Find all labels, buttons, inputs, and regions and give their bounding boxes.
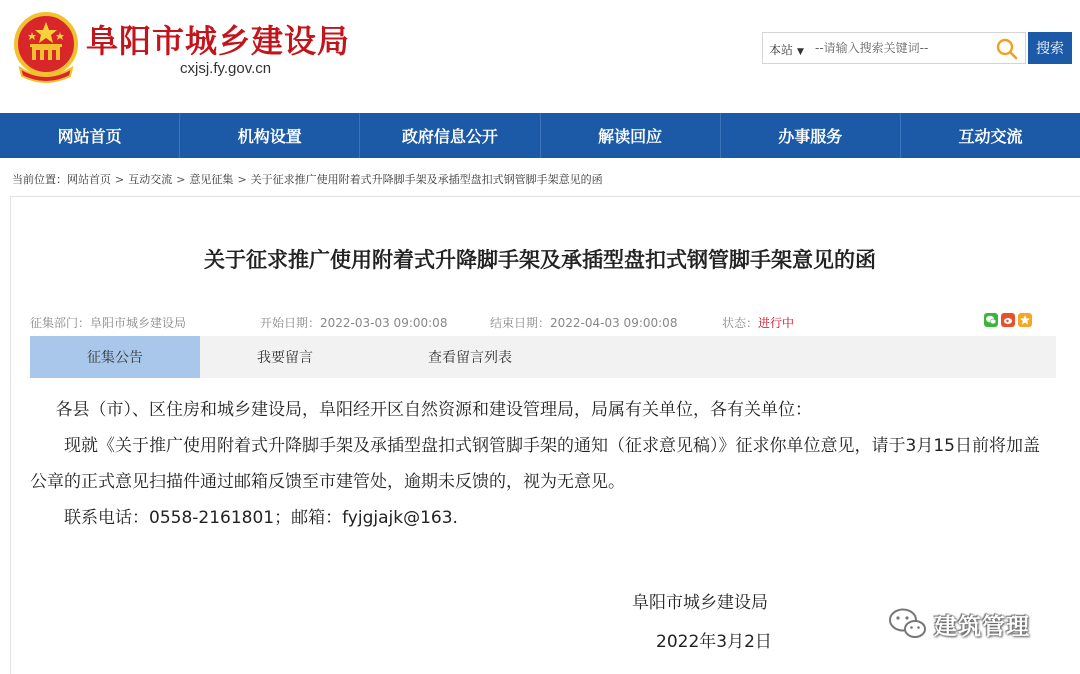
search-scope-label: 本站 (769, 43, 794, 57)
breadcrumb-current[interactable]: 关于征求推广使用附着式升降脚手架及承插型盘扣式钢管脚手架意见的函 (250, 173, 603, 186)
breadcrumb-interaction[interactable]: 互动交流 (128, 173, 173, 186)
site-title: 阜阳市城乡建设局 (86, 22, 351, 60)
meta-end-date: 结束日期：2022-04-03 09:00:08 (490, 316, 678, 330)
signature-org: 阜阳市城乡建设局 (632, 593, 768, 613)
signature-date: 2022年3月2日 (656, 632, 772, 652)
meta-start-date: 开始日期：2022-03-03 09:00:08 (260, 316, 448, 330)
nav-item-interpretation[interactable]: 解读回应 (541, 113, 721, 158)
weibo-share-icon[interactable] (1001, 313, 1015, 327)
search-button[interactable]: 搜索 (1028, 32, 1072, 64)
meta-department: 征集部门：阜阳市城乡建设局 (30, 316, 187, 330)
site-domain: cxjsj.fy.gov.cn (180, 60, 272, 77)
article-title: 关于征求推广使用附着式升降脚手架及承插型盘扣式钢管脚手架意见的函 (204, 248, 876, 272)
body-paragraph: 各县（市）、区住房和城乡建设局，阜阳经开区自然资源和建设管理局，局属有关单位，各有关单位： (55, 400, 812, 420)
national-emblem-icon (12, 10, 80, 84)
nav-item-services[interactable]: 办事服务 (721, 113, 901, 158)
tab-message-list[interactable]: 查看留言列表 (428, 350, 512, 366)
tab-leave-message[interactable]: 我要留言 (257, 350, 313, 366)
nav-item-interaction[interactable]: 互动交流 (958, 127, 1023, 146)
tab-announcement[interactable]: 征集公告 (30, 336, 200, 378)
watermark-text: 建筑管理 (934, 613, 1030, 640)
article-tabs (30, 336, 1056, 378)
nav-item-organization[interactable]: 机构设置 (180, 113, 360, 158)
meta-status-value: 进行中 (758, 316, 795, 330)
wechat-watermark-icon (888, 607, 928, 641)
search-box (762, 32, 1026, 64)
search-icon[interactable] (995, 37, 1019, 61)
breadcrumb-opinion[interactable]: 意见征集 (189, 173, 234, 186)
breadcrumb-separator: > (176, 172, 186, 186)
nav-item-gov-info[interactable]: 政府信息公开 (360, 113, 540, 158)
body-paragraph: 联系电话：0558-2161801；邮箱：fyjgjajk@163. (64, 508, 458, 528)
meta-status-label: 状态： (722, 316, 759, 330)
breadcrumb-separator: > (115, 172, 125, 186)
wechat-share-icon[interactable] (984, 313, 998, 327)
nav-item-home[interactable]: 网站首页 (0, 113, 180, 158)
meta-status (722, 314, 794, 331)
qzone-share-icon[interactable] (1018, 313, 1032, 327)
caret-down-icon: ▼ (797, 47, 804, 57)
breadcrumb-separator: > (237, 172, 247, 186)
article-body (30, 392, 1056, 536)
breadcrumb (0, 166, 1080, 192)
share-icons (984, 313, 1032, 327)
body-paragraph: 现就《关于推广使用附着式升降脚手架及承插型盘扣式钢管脚手架的通知（征求意见稿）》征求你单位意见，请于3月15日前将加盖公章的正式意见扫描件通过邮箱反馈至市建管处，逾期未反馈的，视为无意见。 (30, 436, 1040, 492)
search-input[interactable] (815, 38, 985, 58)
article-meta (30, 314, 1060, 332)
site-header (0, 0, 1080, 113)
search-scope-select[interactable] (769, 41, 804, 58)
watermark (888, 607, 1030, 641)
breadcrumb-home[interactable]: 网站首页 (67, 173, 111, 186)
breadcrumb-prefix: 当前位置： (12, 173, 67, 186)
main-nav (0, 113, 1080, 158)
